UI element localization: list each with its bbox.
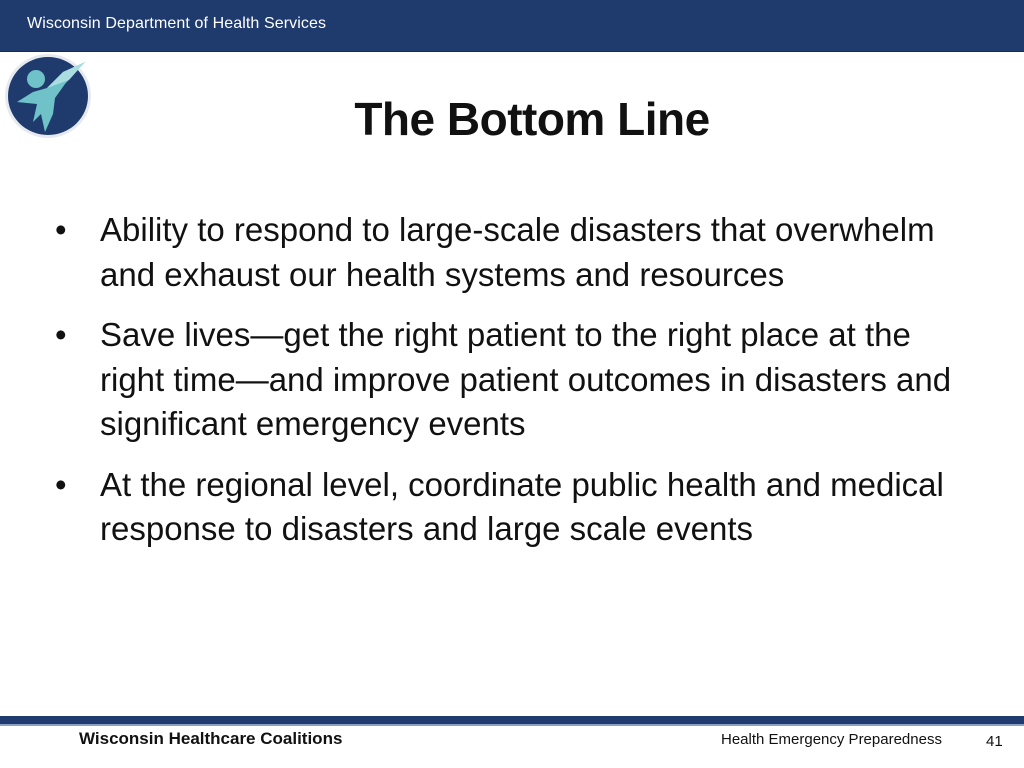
footer-divider (0, 716, 1024, 724)
bullet-list (55, 208, 975, 568)
bullet-icon: • (55, 316, 67, 353)
bullet-icon: • (55, 465, 67, 503)
footer-divider-thin (0, 724, 1024, 726)
bullet-icon: • (55, 211, 67, 248)
footer-coalitions-label: Wisconsin Healthcare Coalitions (79, 729, 343, 748)
bullet-text: Ability to respond to large-scale disasters that overwhelm and exhaust our health systems and resources (100, 211, 935, 293)
slide-title: The Bottom Line (354, 93, 710, 145)
footer-program-label: Health Emergency Preparedness (721, 731, 942, 748)
organization-name: Wisconsin Department of Health Services (27, 15, 327, 32)
header-bar (0, 0, 1024, 52)
bullet-item (55, 463, 975, 552)
page-number: 41 (986, 733, 1003, 750)
bullet-item (55, 313, 975, 447)
bullet-text: At the regional level, coordinate public health and medical response to disasters and large scale events (100, 465, 944, 547)
bullet-text: Save lives—get the right patient to the right place at the right time—and improve patient outcomes in disasters and significant emergency events (100, 316, 952, 442)
bullet-item (55, 208, 975, 297)
